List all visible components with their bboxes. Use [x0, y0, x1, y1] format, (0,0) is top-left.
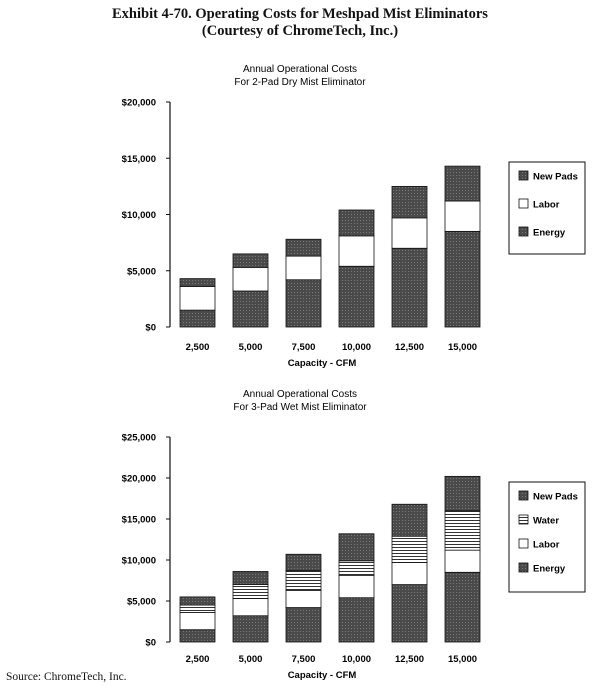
bar-energy-10-000	[339, 266, 374, 327]
y-tick-label: $5,000	[126, 596, 156, 608]
bar-new-pads-5-000	[233, 571, 268, 584]
bar-energy-7-500	[286, 608, 321, 642]
bar-energy-12-500	[392, 248, 427, 327]
y-tick-label: $15,000	[121, 153, 156, 165]
y-tick-label: $5,000	[126, 266, 156, 278]
bar-labor-12-500	[392, 562, 427, 584]
chart-subtitle: For 3-Pad Wet Mist Eliminator	[233, 402, 367, 413]
bar-energy-5-000	[233, 291, 268, 327]
legend-label-labor: Labor	[533, 539, 560, 551]
bar-new-pads-10-000	[339, 534, 374, 561]
bar-new-pads-5-000	[233, 254, 268, 268]
source-note: Source: ChromeTech, Inc.	[6, 671, 127, 683]
legend-label-new-pads: New Pads	[533, 171, 578, 183]
legend-swatch-energy	[519, 563, 528, 572]
legend-label-labor: Labor	[533, 199, 560, 211]
x-tick-label: 12,500	[394, 654, 425, 665]
bar-energy-12-500	[392, 585, 427, 642]
chart-wet-mist-eliminator	[0, 382, 600, 692]
bar-labor-5-000	[233, 599, 268, 616]
bar-labor-10-000	[339, 576, 374, 598]
bar-new-pads-2-500	[180, 279, 215, 287]
bar-water-5-000	[233, 585, 268, 599]
bar-energy-7-500	[286, 280, 321, 327]
exhibit-title-line1: Exhibit 4-70. Operating Costs for Meshpad Mist Eliminators	[112, 6, 488, 22]
bar-labor-7-500	[286, 590, 321, 607]
bar-new-pads-2-500	[180, 597, 215, 605]
x-tick-label: 12,500	[394, 342, 425, 353]
legend-label-energy: Energy	[533, 227, 566, 239]
x-tick-label: 2,500	[185, 342, 210, 353]
exhibit-title	[0, 6, 600, 40]
bar-new-pads-12-500	[392, 504, 427, 536]
legend-label-energy: Energy	[533, 563, 566, 575]
bar-water-10-000	[339, 561, 374, 576]
legend-swatch-energy	[519, 227, 528, 236]
legend-swatch-new-pads	[519, 491, 528, 500]
y-tick-label: $25,000	[121, 432, 156, 444]
bar-labor-12-500	[392, 218, 427, 248]
legend-swatch-water	[519, 515, 528, 524]
x-tick-label: 7,500	[291, 342, 316, 353]
bar-new-pads-10-000	[339, 210, 374, 236]
legend-label-water: Water	[533, 515, 560, 527]
chart-dry-mist-eliminator	[0, 52, 600, 382]
x-tick-label: 5,000	[238, 654, 263, 665]
x-tick-label: 2,500	[185, 654, 210, 665]
y-tick-label: $20,000	[121, 473, 156, 485]
y-tick-label: $20,000	[121, 97, 156, 109]
bar-energy-10-000	[339, 598, 374, 642]
bar-labor-5-000	[233, 267, 268, 291]
y-tick-label: $15,000	[121, 514, 156, 526]
bar-water-12-500	[392, 536, 427, 562]
x-tick-label: 10,000	[341, 654, 372, 665]
chart-title: Annual Operational Costs	[243, 64, 357, 75]
bar-new-pads-7-500	[286, 239, 321, 256]
exhibit-title-line2: (Courtesy of ChromeTech, Inc.)	[201, 23, 399, 39]
x-tick-label: 15,000	[447, 342, 478, 353]
bar-new-pads-15-000	[445, 476, 480, 510]
bar-labor-15-000	[445, 201, 480, 231]
legend-swatch-labor	[519, 199, 528, 208]
bar-labor-2-500	[180, 287, 215, 311]
chart-subtitle: For 2-Pad Dry Mist Eliminator	[234, 77, 366, 88]
bar-labor-2-500	[180, 612, 215, 629]
bar-labor-10-000	[339, 236, 374, 266]
bar-new-pads-12-500	[392, 186, 427, 218]
bar-new-pads-15-000	[445, 166, 480, 201]
x-tick-label: 15,000	[447, 654, 478, 665]
bar-water-7-500	[286, 571, 321, 591]
y-tick-label: $10,000	[121, 555, 156, 567]
bar-energy-2-500	[180, 310, 215, 327]
y-tick-label: $0	[145, 637, 156, 649]
bar-energy-15-000	[445, 572, 480, 642]
legend-swatch-new-pads	[519, 171, 528, 180]
x-tick-label: 10,000	[341, 342, 372, 353]
bar-energy-2-500	[180, 630, 215, 642]
x-axis-label: Capacity - CFM	[287, 670, 357, 681]
y-tick-label: $10,000	[121, 210, 156, 221]
bar-new-pads-7-500	[286, 554, 321, 570]
legend-swatch-labor	[519, 539, 528, 548]
x-axis-label: Capacity - CFM	[287, 358, 357, 369]
bar-labor-15-000	[445, 550, 480, 572]
bar-labor-7-500	[286, 256, 321, 280]
bar-water-15-000	[445, 511, 480, 550]
bar-energy-15-000	[445, 231, 480, 327]
bar-water-2-500	[180, 605, 215, 612]
bar-energy-5-000	[233, 616, 268, 642]
x-tick-label: 5,000	[238, 342, 263, 353]
legend-label-new-pads: New Pads	[533, 491, 578, 503]
y-tick-label: $0	[145, 322, 156, 334]
chart-title: Annual Operational Costs	[243, 389, 357, 400]
x-tick-label: 7,500	[291, 654, 316, 665]
